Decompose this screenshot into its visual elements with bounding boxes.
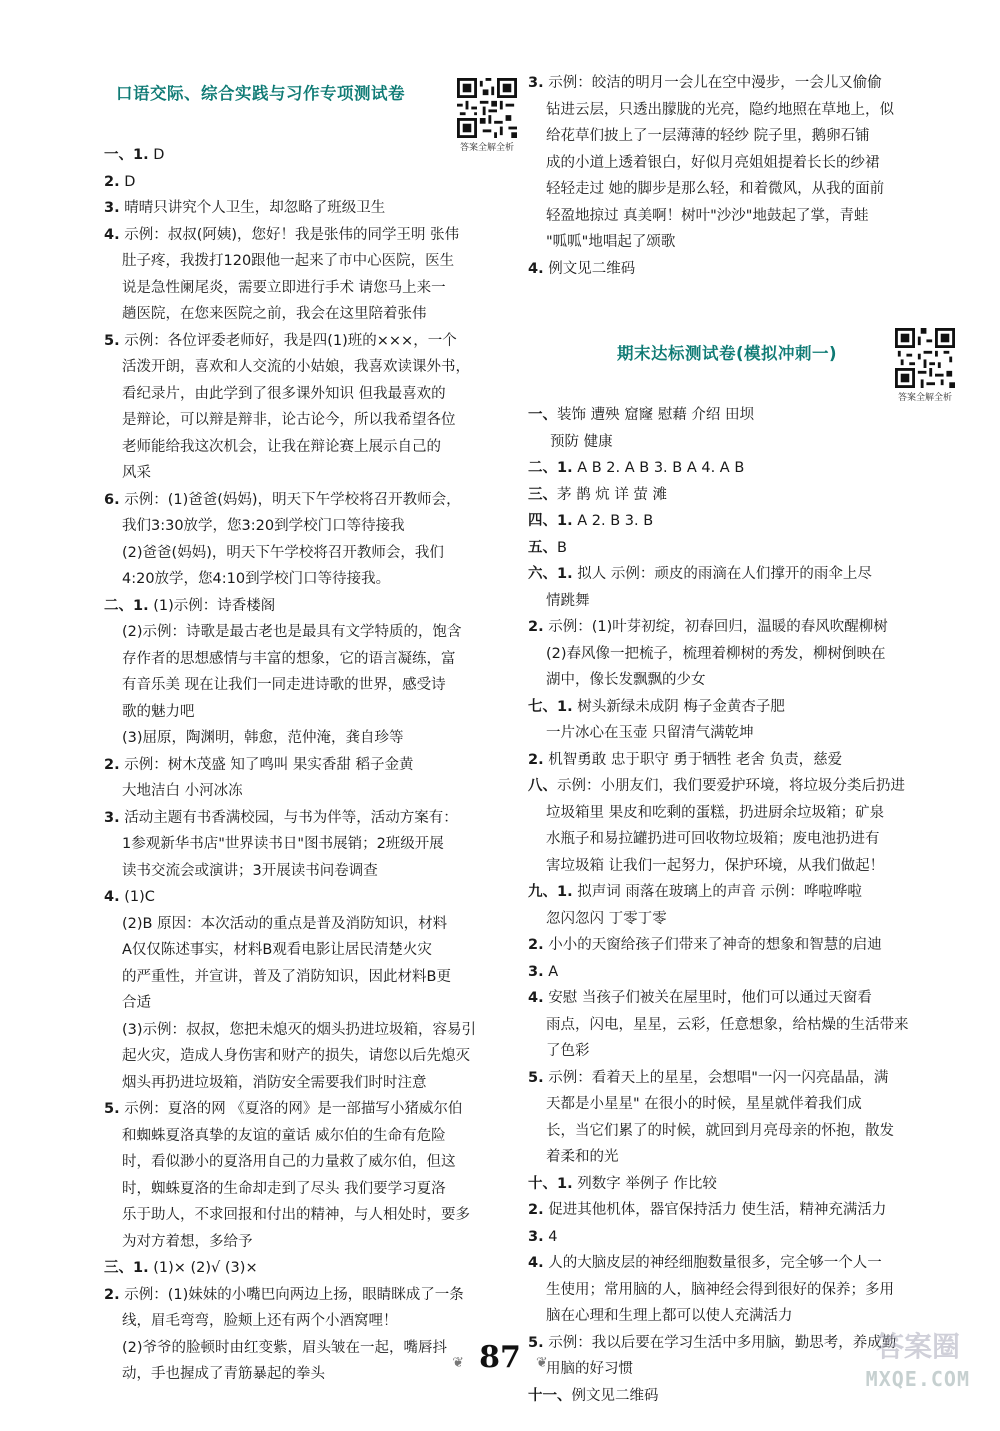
answer-line [104, 1096, 500, 1123]
answer-text: 给花草们披上了一层薄薄的轻纱 院子里，鹅卵石铺 [546, 128, 870, 144]
question-number: 4. [528, 260, 544, 277]
answer-text: 雨点，闪电，星星，云彩，任意想象，给枯燥的生活带来 [546, 1016, 909, 1033]
answer-line [104, 513, 500, 540]
section-title: 期末达标测试卷(模拟冲刺一) [617, 344, 838, 363]
answer-text: 活泼开朗，喜欢和人交流的小姑娘，我喜欢读课外书， [122, 359, 470, 375]
answer-line [104, 487, 500, 514]
watermark [798, 1325, 970, 1391]
answer-line [104, 354, 500, 381]
right-column [528, 70, 952, 1409]
answer-text: 长，当它们累了的时候，就回到月亮母亲的怀抱，散发 [546, 1122, 894, 1139]
answer-line [104, 1255, 500, 1282]
answer-text: (3)屈原，陶渊明，韩愈，范仲淹，龚自珍等 [122, 730, 404, 746]
question-number: 3. [528, 1228, 544, 1245]
answer-line [104, 646, 500, 673]
question-number: 四、1. [528, 513, 573, 529]
question-number: 5. [528, 1069, 544, 1086]
answer-text: 用脑的好习惯 [546, 1361, 633, 1377]
answer-text: 有音乐美 现在让我们一同走进诗歌的世界，感受诗 [122, 677, 446, 693]
answer-line [104, 964, 500, 991]
answer-line [528, 747, 948, 774]
answer-line [528, 429, 948, 456]
section-header-final-test [528, 330, 952, 403]
question-number: 4. [528, 990, 544, 1006]
answer-line [528, 826, 948, 853]
answer-line [528, 256, 948, 283]
answer-text: 起火灾，造成人身伤害和财产的损失，请您以后先熄灭 [122, 1048, 470, 1064]
question-number: 七、1. [528, 698, 573, 715]
answer-text: 示例：(1)妹妹的小嘴巴向两边上扬，眼睛眯成了一条 [119, 1286, 464, 1303]
answer-line [528, 1250, 948, 1277]
answer-text: 示例：叔叔(阿姨)，您好！我是张伟的同学王明 张伟 [119, 226, 460, 243]
question-number: 3. [104, 200, 120, 216]
answer-line [104, 540, 500, 567]
answer-line [104, 937, 500, 964]
answer-line [104, 593, 500, 620]
answer-line [528, 535, 948, 562]
answer-text: 风采 [122, 465, 151, 481]
answer-line [104, 460, 500, 487]
answer-line [528, 70, 948, 97]
answer-line [104, 672, 500, 699]
qr-caption: 答案全解全析 [897, 393, 952, 403]
answer-text: 促进其他机体，器官保持活力 使生活，精神充满活力 [543, 1202, 887, 1218]
answer-text: 例文见二维码 [543, 260, 636, 277]
answer-text: 树头新绿未成阴 梅子金黄杏子肥 [572, 698, 785, 715]
answer-line [528, 1171, 948, 1198]
question-number: 八、 [528, 778, 557, 794]
answer-text: 脑在心理和生理上都可以使人充满活力 [546, 1308, 793, 1324]
answer-line [528, 641, 948, 668]
question-number: 5. [104, 1101, 120, 1117]
answer-text: 生使用；常用脑的人，脑神经会得到很好的保养；多用 [546, 1281, 894, 1298]
answer-text: (2)爷爷的脸顿时由红变紫，眉头皱在一起，嘴唇抖 [122, 1339, 448, 1356]
qr-code-icon [895, 328, 955, 388]
answer-text: 成的小道上透着银白，好似月亮姐姐提着长长的纱裙 [546, 154, 880, 171]
answer-text: 是辩论，可以辩是辩非，论古论今，所以我希望各位 [122, 412, 456, 428]
answer-text: 预防 健康 [550, 433, 613, 450]
answer-text: (1)C [119, 889, 155, 905]
answer-text: 烟头再扔进垃圾箱，消防安全需要我们时时注意 [122, 1074, 427, 1091]
answer-text: B [557, 539, 567, 556]
answer-line [528, 720, 948, 747]
qr-caption: 答案全解全析 [459, 143, 514, 153]
answer-text: 趟医院，在您来医院之前，我会在这里陪着张伟 [122, 306, 427, 322]
answer-line [104, 1123, 500, 1150]
answer-list [528, 402, 948, 1409]
answer-line [528, 614, 948, 641]
answer-line [528, 1038, 948, 1065]
answer-text: A 2. B 3. B [572, 513, 654, 529]
answer-text: 读书交流会或演讲；3开展读书问卷调查 [122, 862, 378, 879]
answer-text: 垃圾箱里 果皮和吃剩的蛋糕，扔进厨余垃圾箱；矿泉 [546, 804, 885, 821]
answer-text: 看纪录片，由此学到了很多课外知识 但我最喜欢的 [122, 385, 446, 402]
answer-line [528, 1144, 948, 1171]
question-number: 三、 [528, 486, 557, 503]
answer-line [104, 1282, 500, 1309]
answer-line [528, 123, 948, 150]
answer-text: 示例：我以后要在学习生活中多用脑，勤思考，养成勤 [543, 1334, 897, 1351]
question-number: 一、1. [104, 147, 149, 163]
answer-text: A [543, 963, 559, 980]
answer-line [104, 1043, 500, 1070]
qr-code[interactable] [454, 78, 520, 153]
answer-line [104, 142, 500, 169]
question-number: 五、 [528, 539, 557, 556]
answer-line [528, 455, 948, 482]
section-header-special-test [104, 70, 514, 153]
answer-text: 示例：皎洁的明月一会儿在空中漫步，一会儿又偷偷 [543, 75, 882, 91]
answer-text: 人的大脑皮层的神经细胞数量很多，完全够一个人一 [543, 1255, 882, 1271]
answer-line [528, 1224, 948, 1251]
answer-line [528, 985, 948, 1012]
answer-line [528, 1277, 948, 1304]
question-number: 3. [528, 963, 544, 980]
page-number: 87 [479, 1340, 521, 1375]
answer-text: 列数字 举例子 作比较 [572, 1175, 717, 1192]
watermark-text: MXQE.COM [865, 1367, 970, 1391]
answer-line [528, 773, 948, 800]
answer-line [104, 1070, 500, 1097]
answer-line [528, 561, 948, 588]
answer-text: "呱呱"地唱起了颂歌 [546, 234, 676, 250]
answer-text: 忽闪忽闪 丁零丁零 [546, 910, 667, 927]
answer-text: 了色彩 [546, 1043, 590, 1059]
answer-text: 情跳舞 [546, 592, 590, 609]
question-number: 6. [104, 491, 120, 508]
answer-line [528, 879, 948, 906]
answer-text: (1)示例：诗香楼阁 [148, 597, 276, 614]
answer-line [104, 725, 500, 752]
answer-text: 示例：(1)爸爸(妈妈)，明天下午学校将召开教师会， [119, 491, 461, 508]
answer-text: (2)示例：诗歌是最古老也是最具有文学特质的，饱含 [122, 624, 462, 640]
qr-code[interactable] [892, 328, 958, 403]
question-number: 2. [104, 173, 120, 190]
answer-text: 示例：各位评委老师好，我是四(1)班的×××，一个 [119, 332, 457, 349]
answer-line [528, 800, 948, 827]
answer-line [104, 566, 500, 593]
answer-text: 轻盈地掠过 真美啊！树叶"沙沙"地鼓起了掌，青蛙 [546, 207, 869, 224]
answer-line [528, 508, 948, 535]
answer-line [104, 778, 500, 805]
answer-text: 活动主题有书香满校园，与书为伴等，活动方案有： [119, 809, 458, 826]
answer-line [104, 858, 500, 885]
answer-text: 害垃圾箱 让我们一起努力，保护环境，从我们做起！ [546, 857, 885, 874]
answer-text: 4 [543, 1228, 558, 1245]
question-number: 二、1. [104, 597, 149, 614]
question-number: 2. [104, 1286, 120, 1303]
question-number: 4. [528, 1255, 544, 1271]
question-number: 二、1. [528, 460, 573, 476]
answer-text: 示例：夏洛的网 《夏洛的网》是一部描写小猪威尔伯 [119, 1101, 463, 1117]
answer-line [528, 1197, 948, 1224]
answer-text: 示例：小朋友们，我们要爱护环境，将垃圾分类后扔进 [557, 778, 905, 794]
answer-line [528, 482, 948, 509]
answer-text: 时，看似渺小的夏洛用自己的力量救了威尔伯，但这 [122, 1154, 456, 1170]
answer-line [104, 1017, 500, 1044]
answer-line [528, 588, 948, 615]
answer-text: D [119, 173, 136, 190]
question-number: 九、1. [528, 884, 573, 900]
question-number: 十、1. [528, 1175, 573, 1192]
left-column [104, 70, 514, 1388]
answer-text: 为对方着想，多给予 [122, 1233, 253, 1250]
answer-line [104, 407, 500, 434]
answer-text: A仅仅陈述事实，材料B观看电影让居民清楚火灾 [122, 942, 432, 958]
answer-line [104, 752, 500, 779]
answer-line [104, 434, 500, 461]
answer-line [528, 97, 948, 124]
answer-text: 水瓶子和易拉罐扔进可回收物垃圾箱；废电池扔进有 [546, 831, 880, 847]
answer-text: 乐于助人，不求回报和付出的精神，与人相处时，要多 [122, 1207, 470, 1223]
answer-line [104, 248, 500, 275]
question-number: 3. [528, 75, 544, 91]
answer-text: 1参观新华书店"世界读书日"图书展销；2班级开展 [122, 836, 444, 852]
question-number: 2. [528, 937, 544, 953]
answer-text: 轻轻走过 她的脚步是那么轻，和着微风，从我的面前 [546, 181, 885, 197]
answer-line [104, 1229, 500, 1256]
answer-line [104, 699, 500, 726]
answer-line [104, 619, 500, 646]
answer-line [104, 805, 500, 832]
answer-text: 歌的魅力吧 [122, 703, 195, 720]
question-number: 2. [104, 756, 120, 773]
answer-line [528, 203, 948, 230]
question-number: 三、1. [104, 1260, 149, 1276]
answer-line [528, 1091, 948, 1118]
qr-code-icon [457, 78, 517, 138]
answer-line [528, 667, 948, 694]
answer-text: 晴晴只讲究个人卫生，却忽略了班级卫生 [119, 200, 386, 216]
answer-list-continued [528, 70, 948, 282]
answer-line [528, 1118, 948, 1145]
answer-text: 动，手也握成了青筋暴起的拳头 [122, 1366, 325, 1382]
answer-text: 说是急性阑尾炎，需要立即进行手术 请您马上来一 [122, 279, 446, 296]
question-number: 4. [104, 889, 120, 905]
answer-text: 钻进云层，只透出朦胧的光亮，隐约地照在草地上，似 [546, 101, 894, 118]
answer-line [104, 1149, 500, 1176]
answer-line [104, 275, 500, 302]
answer-text: 着柔和的光 [546, 1149, 619, 1165]
answer-line [104, 328, 500, 355]
leaf-ornament-icon: ❦ [452, 1354, 465, 1371]
answer-line [104, 1176, 500, 1203]
answer-text: 一片冰心在玉壶 只留清气满乾坤 [546, 725, 754, 741]
answer-line [104, 884, 500, 911]
answer-text: (1)× (2)√ (3)× [148, 1260, 258, 1276]
answer-line [528, 932, 948, 959]
answer-line [104, 911, 500, 938]
question-number: 2. [528, 619, 544, 635]
answer-text: 小小的天窗给孩子们带来了神奇的想象和智慧的启迪 [543, 937, 882, 953]
question-number: 2. [528, 1202, 544, 1218]
answer-text: 装饰 遭殃 窟窿 慰藉 介绍 田坝 [557, 407, 755, 423]
answer-text: 的严重性，并宣讲，普及了消防知识，因此材料B更 [122, 968, 451, 985]
answer-line [528, 402, 948, 429]
answer-text: 示例：看着天上的星星，会想唱"一闪一闪亮晶晶，满 [543, 1069, 889, 1086]
answer-text: D [148, 147, 165, 163]
answer-text: A B 2. A B 3. B A 4. A B [572, 460, 745, 476]
answer-text: (2)春风像一把梳子，梳理着柳树的秀发，柳树倒映在 [546, 645, 886, 662]
answer-text: 示例：(1)叶芽初绽，初春回归，温暖的春风吹醒柳树 [543, 619, 888, 635]
answer-text: 老师能给我这次机会，让我在辩论赛上展示自己的 [122, 438, 441, 455]
answer-text: 大地洁白 小河冰冻 [122, 783, 243, 799]
answer-line [104, 222, 500, 249]
answer-line [528, 1012, 948, 1039]
answer-line [528, 694, 948, 721]
answer-text: 时，蜘蛛夏洛的生命却走到了尽头 我们要学习夏洛 [122, 1180, 446, 1197]
answer-text: (2)爸爸(妈妈)，明天下午学校将召开教师会，我们 [122, 544, 444, 561]
answer-text: 4:20放学，您4:10到学校门口等待接我。 [122, 571, 391, 587]
answer-line [104, 990, 500, 1017]
answer-line [528, 853, 948, 880]
answer-text: (2)B 原因：本次活动的重点是普及消防知识，材料 [122, 915, 448, 932]
answer-line [104, 301, 500, 328]
answer-text: 拟人 示例：顽皮的雨滴在人们撑开的雨伞上尽 [572, 566, 872, 582]
answer-text: 天都是小星星" 在很小的时候，星星就伴着我们成 [546, 1096, 862, 1112]
answer-text: 示例：树木茂盛 知了鸣叫 果实香甜 稻子金黄 [119, 756, 414, 773]
answer-line [528, 229, 948, 256]
question-number: 一、 [528, 407, 557, 423]
answer-text: 和蜘蛛夏洛真挚的友谊的童话 威尔伯的生命有危险 [122, 1127, 446, 1144]
answer-line [104, 381, 500, 408]
question-number: 4. [104, 226, 120, 243]
answer-text: 肚子疼，我拨打120跟他一起来了市中心医院，医生 [122, 253, 455, 269]
section-title: 口语交际、综合实践与习作专项测试卷 [116, 84, 405, 103]
question-number: 5. [528, 1334, 544, 1351]
answer-line [528, 150, 948, 177]
question-number: 2. [528, 751, 544, 768]
answer-line [104, 831, 500, 858]
question-number: 3. [104, 809, 120, 826]
answer-line [528, 906, 948, 933]
question-number: 六、1. [528, 566, 573, 582]
answer-text: 安慰 当孩子们被关在屋里时，他们可以通过天窗看 [543, 990, 872, 1006]
answer-text: 湖中，像长发飘飘的少女 [546, 672, 706, 688]
answer-line [528, 1065, 948, 1092]
answer-text: (3)示例：叔叔，您把未熄灭的烟头扔进垃圾箱，容易引 [122, 1021, 477, 1038]
answer-line [528, 176, 948, 203]
question-number: 十一、 [528, 1387, 572, 1404]
answer-line [104, 1308, 500, 1335]
answer-text: 我们3:30放学，您3:20到学校门口等待接我 [122, 518, 405, 534]
answer-line [104, 195, 500, 222]
answer-text: 合适 [122, 995, 151, 1011]
answer-text: 拟声词 雨落在玻璃上的声音 示例：哗啦哗啦 [572, 884, 862, 900]
answer-text: 线，眉毛弯弯，脸颊上还有两个小酒窝哩！ [122, 1313, 398, 1329]
answer-list [104, 142, 500, 1388]
answer-line [104, 1202, 500, 1229]
answer-line [104, 169, 500, 196]
answer-text: 存作者的思想感情与丰富的想象，它的语言凝练，富 [122, 650, 456, 667]
answer-text: 茅 鹊 炕 详 萤 滩 [557, 486, 668, 503]
question-number: 5. [104, 332, 120, 349]
watermark-logo: 答案圈 [875, 1330, 960, 1363]
answer-line [528, 959, 948, 986]
answer-text: 机智勇敢 忠于职守 勇于牺牲 老舍 负责，慈爱 [543, 751, 843, 768]
answer-text: 例文见二维码 [571, 1387, 659, 1404]
leaf-ornament-icon: ❦ [535, 1354, 548, 1371]
